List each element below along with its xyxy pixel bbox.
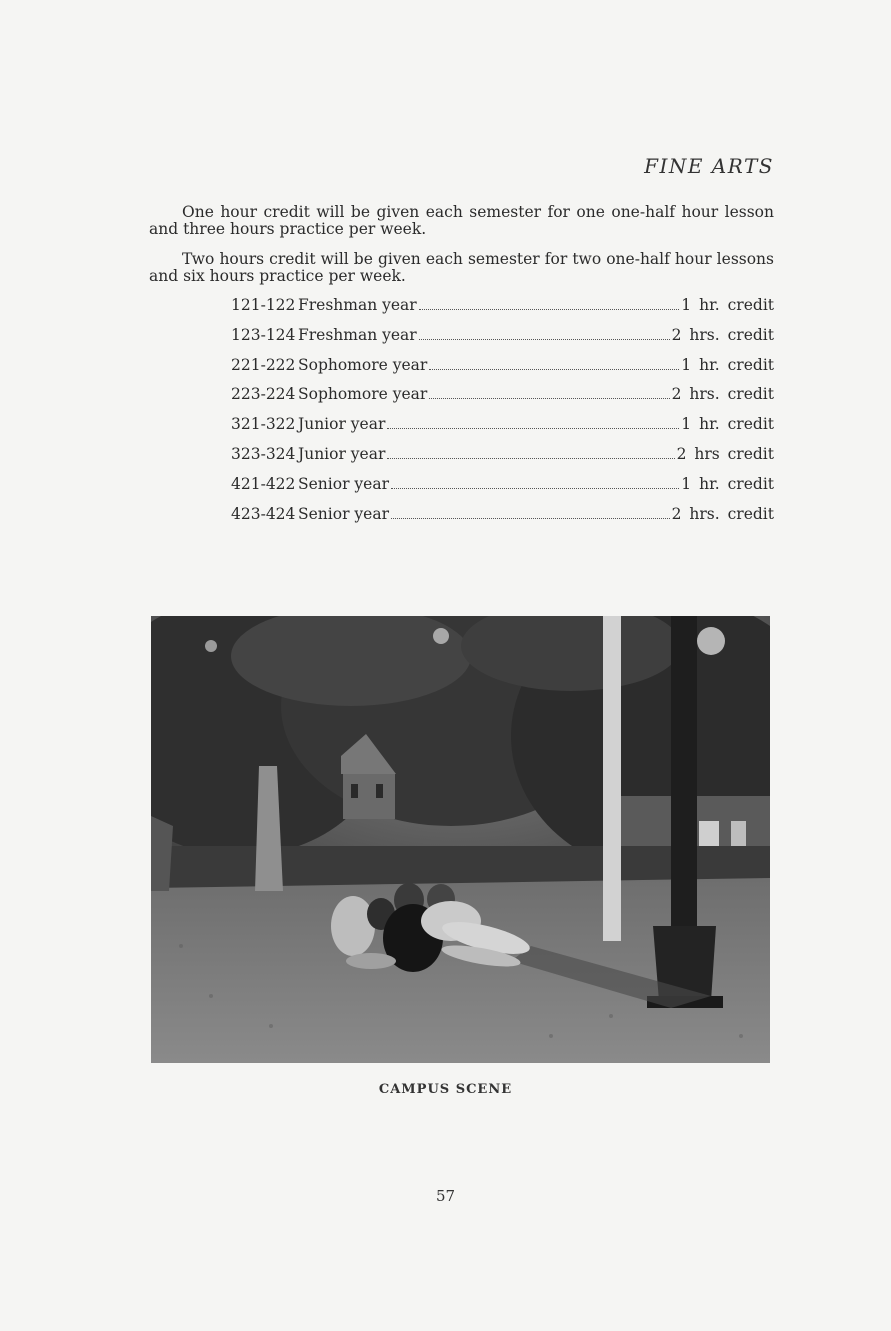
course-credit: 2 hrs credit <box>676 444 774 463</box>
course-name: Junior year <box>298 444 386 463</box>
course-name: Freshman year <box>298 325 417 344</box>
course-credit: 2 hrs. credit <box>671 504 774 523</box>
course-number: 321-322 <box>231 415 296 434</box>
course-row <box>231 415 774 445</box>
photo-caption: CAMPUS SCENE <box>378 1082 513 1097</box>
dot-leader <box>391 488 679 489</box>
course-credit: 1 hr. credit <box>681 296 774 314</box>
dot-leader <box>429 398 669 399</box>
course-credit: 1 hr. credit <box>681 474 774 493</box>
course-row <box>231 296 774 326</box>
credit-paragraph-two: Two hours credit will be given each semester for two one-half hour lessons and six hours practice per week. <box>149 250 774 285</box>
course-row <box>231 505 774 535</box>
dot-leader <box>387 428 679 429</box>
course-row <box>231 326 774 356</box>
course-name: Junior year <box>298 415 386 434</box>
campus-photo <box>151 616 770 1063</box>
course-name: Senior year <box>298 474 389 493</box>
course-name: Sophomore year <box>298 385 428 404</box>
course-number: 221-222 <box>231 355 296 374</box>
dot-leader <box>387 458 674 459</box>
course-name: Sophomore year <box>298 355 428 374</box>
course-row <box>231 385 774 415</box>
course-number: 123-124 <box>231 325 296 344</box>
course-list <box>231 296 774 534</box>
course-credit: 1 hr. credit <box>681 415 774 434</box>
dot-leader <box>419 339 670 340</box>
course-number: 323-324 <box>231 444 296 463</box>
course-row <box>231 356 774 386</box>
course-credit: 1 hr. credit <box>681 355 774 374</box>
course-credit: 2 hrs. credit <box>671 385 774 404</box>
course-number: 121-122 <box>231 296 296 314</box>
course-number: 421-422 <box>231 474 296 493</box>
page-number: 57 <box>435 1187 456 1205</box>
course-row <box>231 445 774 475</box>
credit-paragraph-one: One hour credit will be given each semester for one one-half hour lesson and three hours practice per week. <box>149 203 774 238</box>
course-number: 423-424 <box>231 504 296 523</box>
course-row <box>231 475 774 505</box>
course-credit: 2 hrs. credit <box>671 325 774 344</box>
course-number: 223-224 <box>231 385 296 404</box>
running-head: FINE ARTS <box>644 154 774 178</box>
course-name: Freshman year <box>298 296 417 314</box>
dot-leader <box>391 518 670 519</box>
course-name: Senior year <box>298 504 389 523</box>
dot-leader <box>419 309 680 310</box>
dot-leader <box>429 369 679 370</box>
